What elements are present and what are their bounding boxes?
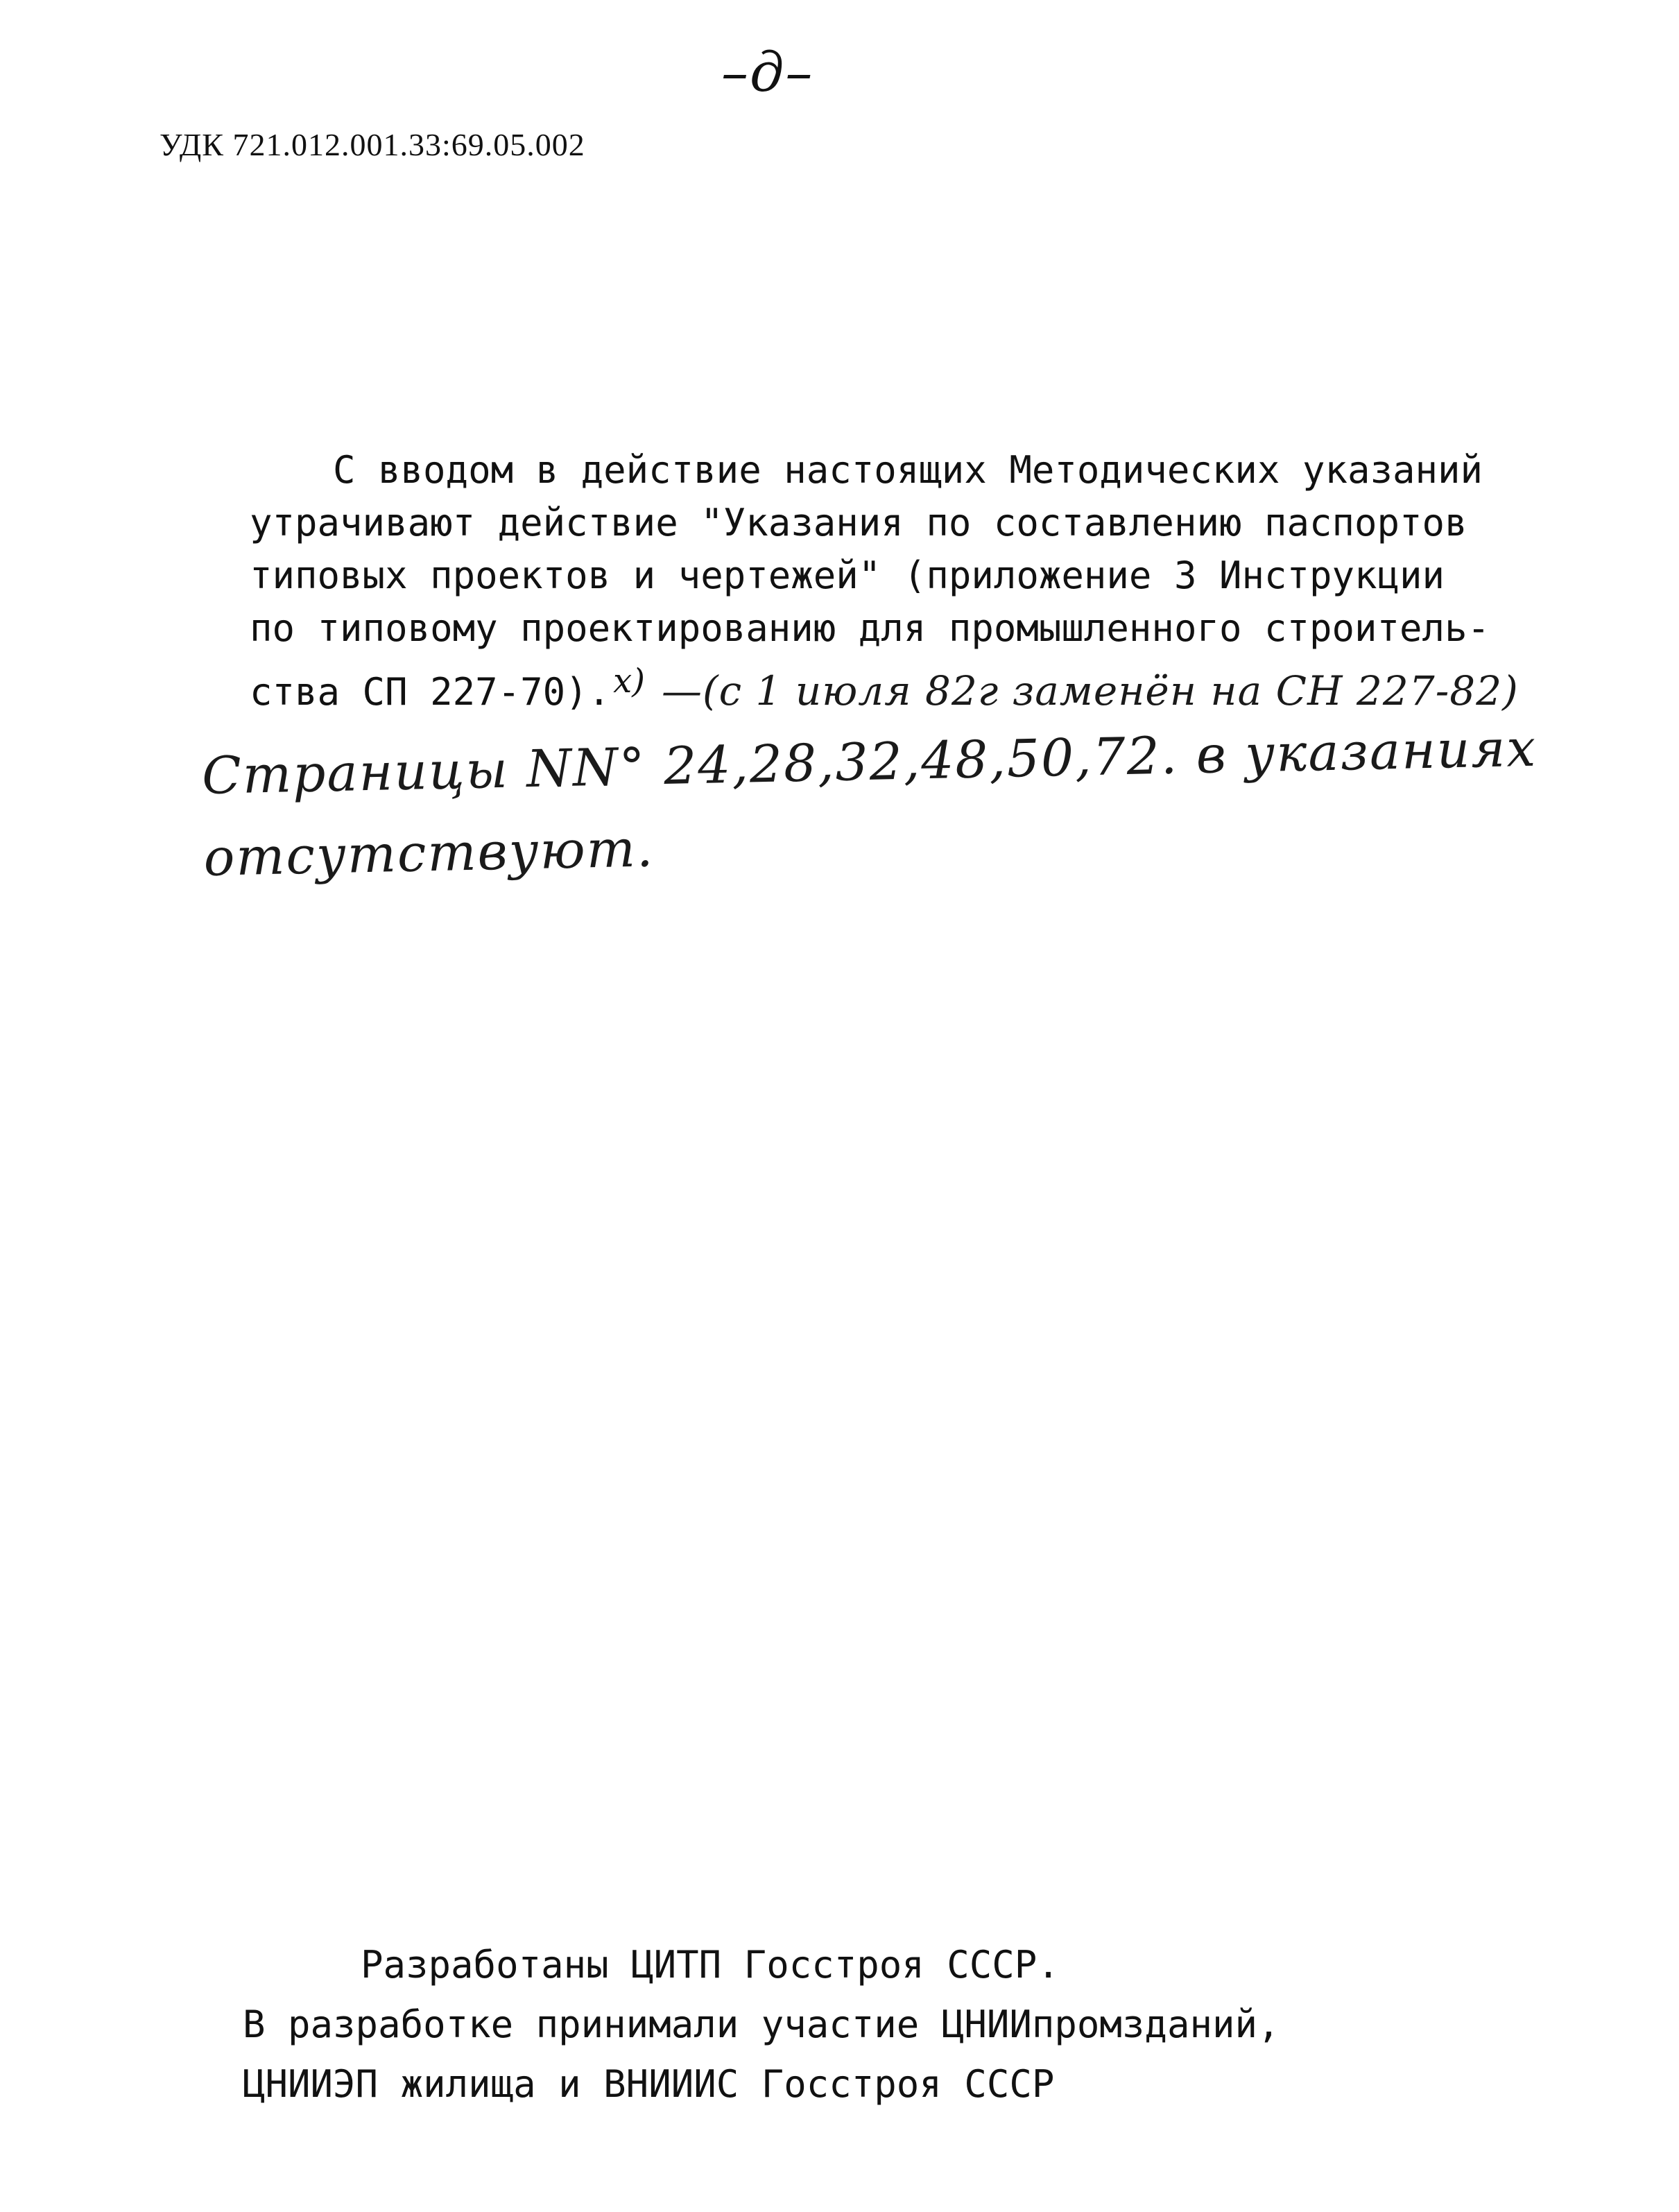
paragraph-line-text: ства СП 227-70). bbox=[250, 670, 611, 714]
udc-code: УДК 721.012.001.33:69.05.002 bbox=[160, 127, 585, 162]
handwritten-note-line: отсутствуют. bbox=[203, 818, 655, 888]
handwritten-replacement-note: —(с 1 июля 82г заменён на СН 227-82) bbox=[661, 667, 1519, 714]
paragraph-line: С вводом в действие настоящих Методических указаний bbox=[333, 448, 1483, 492]
footnote-mark: x) bbox=[613, 662, 645, 701]
paragraph-last-line bbox=[250, 655, 1519, 714]
credits-block bbox=[243, 1935, 1280, 2114]
page-number: –д– bbox=[721, 42, 814, 104]
paragraph-line: типовых проектов и чертежей" (приложение 3 Инструкции bbox=[250, 554, 1445, 597]
handwritten-missing-pages-note bbox=[201, 708, 1538, 899]
credits-line: ЦНИИЭП жилища и ВНИИИС Госстроя СССР bbox=[243, 2062, 1055, 2106]
handwritten-note-line: Страницы NN° 24,28,32,48,50,72. в указаниях bbox=[201, 718, 1538, 806]
main-paragraph bbox=[250, 444, 1519, 714]
credits-line: Разработаны ЦИТП Госстроя СССР. bbox=[361, 1943, 1060, 1987]
credits-line: В разработке принимали участие ЦНИИпромзданий, bbox=[243, 2003, 1280, 2046]
paragraph-line: утрачивают действие "Указания по составлению паспортов bbox=[250, 501, 1467, 545]
paragraph-line: по типовому проектированию для промышленного строитель- bbox=[250, 606, 1490, 650]
